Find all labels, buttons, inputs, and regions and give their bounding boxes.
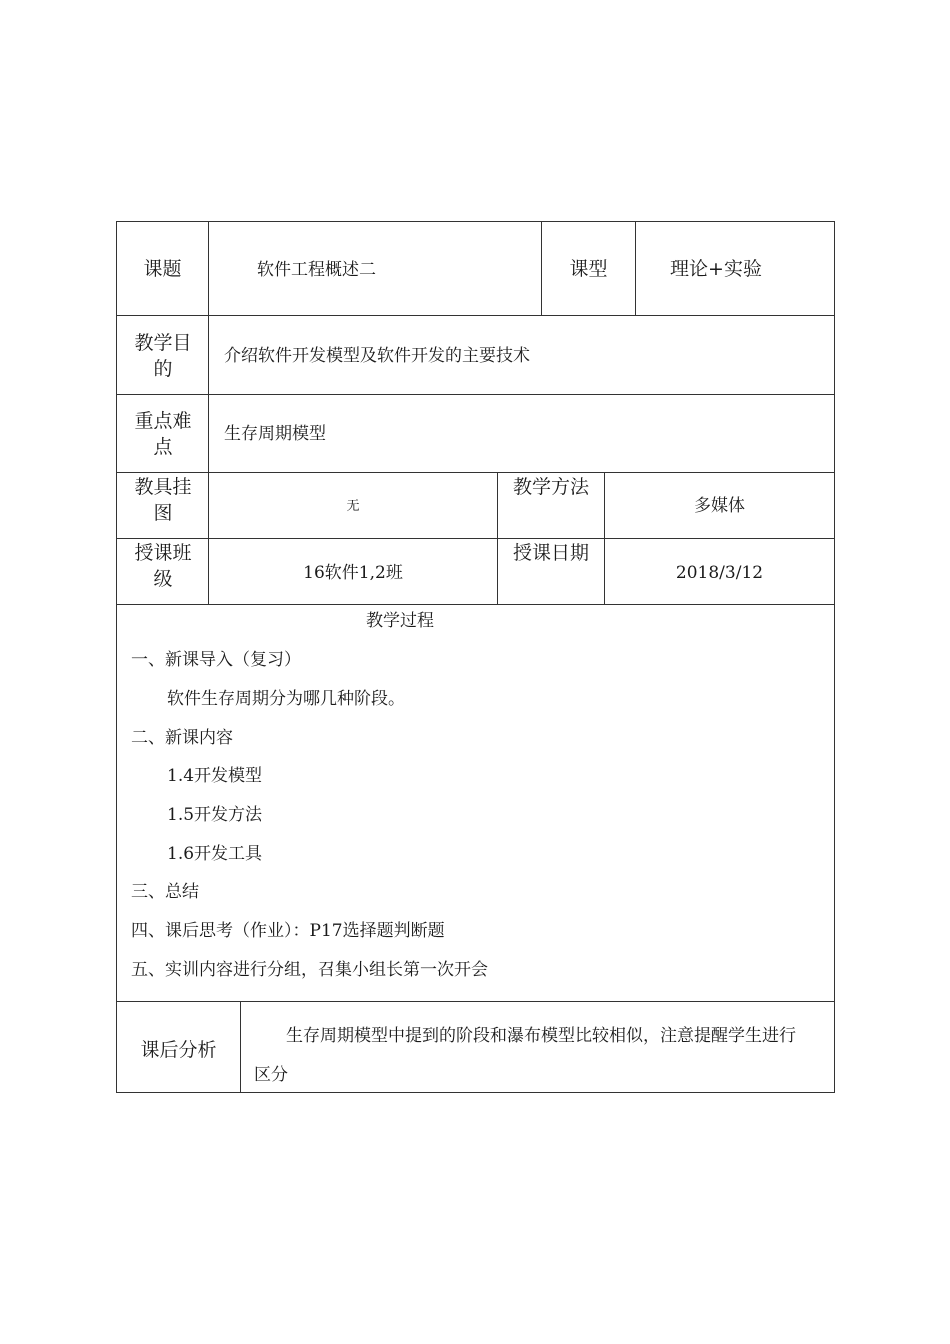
date-label: 授课日期: [512, 542, 589, 564]
process-line: 1.4开发模型: [167, 766, 263, 786]
key-value: 生存周期模型: [224, 424, 326, 444]
process-line: 一、新课导入（复习）: [131, 650, 301, 670]
topic-value: 软件工程概述二: [257, 260, 376, 280]
tools-value: 无: [346, 499, 360, 514]
border-row6: [116, 1001, 835, 1002]
goal-label: 教学目的: [134, 332, 192, 380]
border-row3: [116, 472, 835, 473]
process-line: 四、课后思考（作业）：P17选择题判断题: [131, 921, 445, 941]
analysis-text: 生存周期模型中提到的阶段和瀑布模型比较相似，注意提醒学生进行区分: [254, 1026, 796, 1085]
key-label: 重点难点: [134, 410, 192, 458]
border-r4-col3: [604, 472, 605, 605]
border-top: [116, 221, 835, 222]
method-label: 教学方法: [512, 476, 589, 498]
border-label-col: [208, 221, 209, 605]
process-title: 教学过程: [366, 611, 434, 631]
border-row1: [116, 315, 835, 316]
border-left: [116, 221, 117, 1093]
date-value: 2018/3/12: [675, 563, 764, 583]
type-value: 理论+实验: [670, 258, 762, 280]
process-line: 二、新课内容: [131, 728, 233, 748]
goal-value: 介绍软件开发模型及软件开发的主要技术: [224, 346, 530, 366]
analysis-label: 课后分析: [140, 1039, 217, 1061]
tools-label: 教具挂图: [134, 476, 192, 524]
border-row4: [116, 538, 835, 539]
class-label: 授课班级: [134, 542, 192, 590]
topic-label: 课题: [143, 258, 182, 280]
type-label: 课型: [569, 258, 608, 280]
border-row5: [116, 604, 835, 605]
process-line: 五、实训内容进行分组，召集小组长第一次开会: [131, 960, 488, 980]
process-line: 软件生存周期分为哪几种阶段。: [167, 689, 405, 709]
process-line: 1.5开发方法: [167, 805, 263, 825]
class-value: 16软件1,2班: [303, 563, 403, 583]
method-value: 多媒体: [694, 496, 745, 516]
process-line: 三、总结: [131, 882, 199, 902]
border-row2: [116, 394, 835, 395]
border-right: [834, 221, 835, 1093]
process-line: 1.6开发工具: [167, 844, 263, 864]
border-analysis-col: [240, 1001, 241, 1093]
